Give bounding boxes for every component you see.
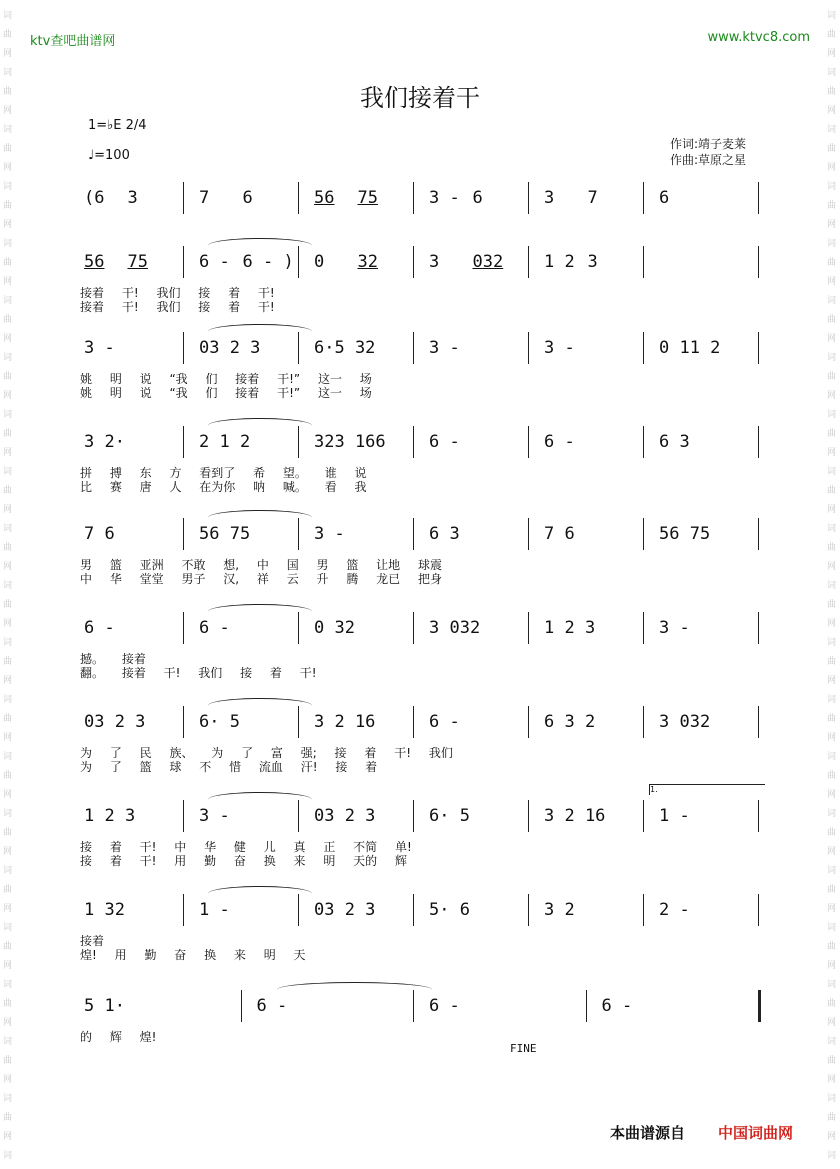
watermark-char: 词 [3,239,13,249]
watermark-char: 曲 [827,600,837,610]
score-system [70,785,770,868]
barline [758,246,759,278]
barline [643,706,644,738]
watermark-char: 词 [827,581,837,591]
watermark-char: 曲 [3,1056,13,1066]
watermark-char: 网 [827,448,837,458]
note-group: (6 [84,188,105,208]
barline [413,426,414,458]
note-group: 3 2 16 [314,712,376,732]
note-group: 3 [429,252,440,272]
note-group: 6·5 32 [314,338,376,358]
watermark-char: 网 [827,106,837,116]
note-group: 032 [472,252,504,272]
score-system [70,332,770,400]
barline [758,182,759,214]
barline [183,426,184,458]
key-signature: 1=♭E 2/4 [88,118,147,133]
footer-source-site[interactable]: 中国词曲网 [718,1124,794,1142]
watermark-char: 网 [3,277,13,287]
watermark-char: 网 [827,904,837,914]
barline [758,612,759,644]
watermark-char: 词 [827,1151,837,1161]
watermark-char: 曲 [3,657,13,667]
note-group: 6 - [429,712,460,732]
watermark-char: 曲 [3,315,13,325]
watermark-char: 词 [3,296,13,306]
barline [183,706,184,738]
tempo-marking: ♩=100 [88,148,130,163]
barline [643,182,644,214]
barline [528,332,529,364]
barline [241,990,242,1022]
lyrics-line-1: 男 篮 亚洲 不敢 想, 中 国 男 篮 让地 球震 [80,558,442,572]
composer: 作曲:草原之星 [670,153,747,167]
watermark-char: 曲 [827,87,837,97]
watermark-char: 曲 [3,87,13,97]
watermark-char: 曲 [827,30,837,40]
lyrics-line-1: 接着 [80,934,105,948]
note-group: 56 [84,252,105,272]
watermark-char: 词 [827,1037,837,1047]
note-group: 7 6 [84,524,115,544]
watermark-char: 词 [3,410,13,420]
note-group: 6 3 [429,524,460,544]
score-system [70,518,770,586]
note-group: 3 - [84,338,115,358]
watermark-char: 词 [3,1151,13,1161]
watermark-char: 词 [827,296,837,306]
lyrics-line-1: 撼。 接着 [80,652,146,666]
watermark-char: 曲 [827,144,837,154]
barline [298,182,299,214]
note-group: 3 [544,188,555,208]
watermark-char: 网 [3,391,13,401]
score-system [70,706,770,774]
note-group: 7 6 [544,524,575,544]
note-group: 56 75 [199,524,251,544]
score-system [70,612,770,680]
note-group: 6 - [601,996,633,1016]
watermark-char: 网 [827,1018,837,1028]
score-system [70,246,770,314]
note-group: 2 1 2 [199,432,251,452]
watermark-char: 词 [827,467,837,477]
note-group: 03 2 3 [314,900,376,920]
slur-arc [208,886,312,901]
barline [758,518,759,550]
watermark-char: 词 [827,353,837,363]
note-group: 32 [357,252,378,272]
barline [643,246,644,278]
note-group: 1 - [199,900,230,920]
watermark-char: 词 [827,980,837,990]
watermark-char: 曲 [3,1113,13,1123]
watermark-char: 曲 [827,885,837,895]
barline [643,894,644,926]
note-group: 75 [127,252,148,272]
watermark-char: 词 [827,11,837,21]
note-group: 0 [314,252,325,272]
lyrics-line-1: 姚 明 说 “我 们 接着 干!” 这一 场 [80,372,372,386]
note-group: 6 [659,188,670,208]
note-group: 2 - [659,900,690,920]
watermark-char: 网 [3,904,13,914]
watermark-char: 词 [827,752,837,762]
watermark-char: 词 [827,695,837,705]
watermark-char: 词 [3,752,13,762]
watermark-char: 曲 [3,486,13,496]
note-group: 1 - [659,806,690,826]
watermark-char: 词 [3,11,13,21]
watermark-char: 词 [3,353,13,363]
watermark-char: 曲 [827,372,837,382]
watermark-char: 词 [827,923,837,933]
watermark-char: 曲 [3,885,13,895]
barline [413,706,414,738]
watermark-char: 网 [827,220,837,230]
watermark-char: 曲 [3,201,13,211]
watermark-char: 网 [3,1075,13,1085]
watermark-char: 词 [3,695,13,705]
watermark-char: 网 [3,1132,13,1142]
watermark-char: 网 [827,505,837,515]
watermark-char: 曲 [827,828,837,838]
barline [183,800,184,832]
barline [586,990,587,1022]
barline [413,518,414,550]
barline [413,332,414,364]
note-group: 3 - [429,338,460,358]
right-watermark-strip [824,0,840,1169]
score-system [70,894,770,962]
lyrics-line-2: 为 了 篮 球 不 惜 流血 汗! 接 着 [80,760,378,774]
barline [758,800,759,832]
barline [528,800,529,832]
barline [758,426,759,458]
barline [643,518,644,550]
watermark-char: 曲 [827,315,837,325]
lyrics-line-1: 接着 干! 我们 接 着 干! [80,286,275,300]
watermark-char: 网 [3,49,13,59]
watermark-char: 曲 [3,144,13,154]
watermark-char: 网 [3,733,13,743]
watermark-char: 词 [827,866,837,876]
watermark-char: 网 [827,847,837,857]
note-group: 7 [199,188,210,208]
header-site-left[interactable]: ktv查吧曲谱网 [30,34,116,49]
watermark-char: 词 [3,809,13,819]
note-group: 3 [587,252,598,272]
watermark-char: 网 [3,334,13,344]
watermark-char: 曲 [827,714,837,724]
note-group: 6 [472,188,483,208]
note-group: 6 - [429,996,460,1016]
note-group: 5· 6 [429,900,470,920]
note-group: 6 - [429,432,460,452]
watermark-char: 网 [827,1132,837,1142]
watermark-char: 曲 [3,258,13,268]
barline [413,894,414,926]
barline [528,182,529,214]
watermark-char: 词 [827,182,837,192]
slur-arc [208,238,312,253]
watermark-char: 词 [3,524,13,534]
watermark-char: 词 [3,923,13,933]
note-group: 3 032 [659,712,711,732]
watermark-char: 词 [3,1037,13,1047]
watermark-char: 网 [827,961,837,971]
note-group: 3 [127,188,138,208]
lyrics-line-1: 为 了 民 族、 为 了 富 强; 接 着 干! 我们 [80,746,453,760]
lyrics-line-1: 的 辉 煌! [80,1030,157,1044]
song-title: 我们接着干 [360,84,480,112]
watermark-char: 网 [827,733,837,743]
watermark-char: 词 [827,524,837,534]
watermark-char: 曲 [3,429,13,439]
note-group: 0 11 2 [659,338,721,358]
barline [413,182,414,214]
barline [758,894,759,926]
watermark-char: 词 [3,866,13,876]
note-group: 6 - [256,996,288,1016]
watermark-char: 曲 [827,1113,837,1123]
volta-bracket: 1. [649,784,765,795]
barline [413,246,414,278]
slur-arc [208,324,312,339]
watermark-char: 网 [827,277,837,287]
watermark-char: 词 [827,1094,837,1104]
note-group: 1 2 [544,252,575,272]
watermark-char: 曲 [827,429,837,439]
barline [413,800,414,832]
watermark-char: 网 [3,562,13,572]
watermark-char: 曲 [3,543,13,553]
watermark-char: 曲 [3,600,13,610]
note-group: 6· 5 [429,806,470,826]
barline [183,612,184,644]
note-group: 6 - [84,618,115,638]
note-group: 6 - [544,432,575,452]
watermark-char: 网 [827,676,837,686]
note-group: 3 - [199,806,230,826]
note-group: 6 - [199,252,230,272]
note-group: 7 [587,188,598,208]
watermark-char: 曲 [3,372,13,382]
barline [183,182,184,214]
note-group: 3 - [314,524,345,544]
watermark-char: 词 [3,581,13,591]
watermark-char: 网 [3,106,13,116]
watermark-char: 曲 [3,714,13,724]
watermark-char: 曲 [3,828,13,838]
slur-arc [208,698,312,713]
slur-arc [208,604,312,619]
note-group: 3 - [429,188,460,208]
note-group: 6 - [199,618,230,638]
watermark-char: 曲 [3,942,13,952]
slur-arc [208,418,312,433]
watermark-char: 词 [827,125,837,135]
footer-source-label: 本曲谱源自 [610,1124,686,1142]
watermark-char: 词 [827,809,837,819]
watermark-char: 网 [3,961,13,971]
watermark-char: 网 [3,505,13,515]
note-group: 75 [357,188,378,208]
watermark-char: 网 [3,619,13,629]
watermark-char: 词 [3,125,13,135]
barline [528,706,529,738]
watermark-char: 词 [3,467,13,477]
score-system [70,182,770,212]
lyrics-line-2: 翻。 接着 干! 我们 接 着 干! [80,666,317,680]
barline [183,894,184,926]
note-group: 1 2 3 [544,618,596,638]
watermark-char: 词 [827,410,837,420]
note-group: 3 - [544,338,575,358]
barline [413,612,414,644]
note-group: 3 - [659,618,690,638]
note-group: 3 2 [544,900,575,920]
lyrics-line-2: 煌! 用 勤 奋 换 来 明 天 [80,948,306,962]
note-group: 1 32 [84,900,125,920]
watermark-char: 网 [827,619,837,629]
watermark-char: 词 [3,68,13,78]
watermark-char: 网 [827,790,837,800]
note-group: 03 2 3 [199,338,261,358]
watermark-char: 曲 [3,30,13,40]
note-group: 6 3 [659,432,690,452]
note-group: 0 32 [314,618,355,638]
note-group: 5 1· [84,996,125,1016]
barline [643,332,644,364]
watermark-char: 曲 [827,1056,837,1066]
note-group: 6 [242,188,253,208]
watermark-char: 曲 [827,771,837,781]
watermark-char: 曲 [827,258,837,268]
watermark-char: 网 [3,676,13,686]
credits [670,136,746,168]
watermark-char: 网 [827,1075,837,1085]
note-group: 3 2· [84,432,125,452]
watermark-char: 词 [3,638,13,648]
watermark-char: 网 [827,163,837,173]
note-group: 56 75 [659,524,711,544]
lyrics-line-2: 姚 明 说 “我 们 接着 干!” 这一 场 [80,386,372,400]
header-site-right[interactable]: www.ktvc8.com [707,30,810,45]
watermark-char: 网 [827,49,837,59]
barline [183,332,184,364]
watermark-char: 词 [827,68,837,78]
note-group: 3 2 16 [544,806,606,826]
watermark-char: 网 [827,391,837,401]
lyrics-line-2: 比 赛 唐 人 在为你 呐 喊。 看 我 [80,480,367,494]
watermark-char: 词 [827,239,837,249]
lyrics-line-2: 接 着 干! 用 勤 奋 换 来 明 天的 辉 [80,854,407,868]
watermark-char: 曲 [3,999,13,1009]
note-group: 3 032 [429,618,481,638]
lyrics-line-2: FINE [510,1042,537,1055]
slur-arc [208,792,312,807]
watermark-char: 网 [3,163,13,173]
barline [528,518,529,550]
note-group: 03 2 3 [314,806,376,826]
watermark-char: 曲 [827,201,837,211]
note-group: 56 [314,188,335,208]
score-system [70,426,770,494]
barline [643,800,644,832]
watermark-char: 网 [3,1018,13,1028]
slur-arc [277,982,432,997]
barline [758,706,759,738]
watermark-char: 网 [827,562,837,572]
watermark-char: 网 [3,448,13,458]
barline [643,426,644,458]
watermark-char: 曲 [827,999,837,1009]
watermark-char: 曲 [827,486,837,496]
watermark-char: 曲 [3,771,13,781]
watermark-char: 曲 [827,657,837,667]
watermark-char: 词 [3,182,13,192]
note-group: 6 3 2 [544,712,596,732]
lyrics-line-2: 接着 干! 我们 接 着 干! [80,300,275,314]
barline [528,246,529,278]
lyrics-line-1: 拼 搏 东 方 看到了 希 望。 谁 说 [80,466,367,480]
score-system [70,990,770,1055]
note-group: 6 - ) [242,252,294,272]
barline [758,990,761,1022]
note-group: 6· 5 [199,712,240,732]
left-watermark-strip [0,0,16,1169]
watermark-char: 词 [827,638,837,648]
watermark-char: 网 [3,847,13,857]
barline [183,518,184,550]
barline [758,332,759,364]
watermark-char: 曲 [827,543,837,553]
barline [528,612,529,644]
watermark-char: 词 [3,1094,13,1104]
barline [528,426,529,458]
lyrics-line-1: 接 着 干! 中 华 健 儿 真 正 不简 单! [80,840,412,854]
barline [183,246,184,278]
barline [643,612,644,644]
barline [528,894,529,926]
lyrics-line-2: 中 华 堂堂 男子 汉, 祥 云 升 腾 龙已 把身 [80,572,442,586]
watermark-char: 词 [3,980,13,990]
watermark-char: 网 [827,334,837,344]
note-group: 03 2 3 [84,712,146,732]
watermark-char: 网 [3,790,13,800]
watermark-char: 曲 [827,942,837,952]
lyricist: 作词:靖子麦莱 [670,137,747,151]
note-group: 323 166 [314,432,386,452]
watermark-char: 网 [3,220,13,230]
note-group: 1 2 3 [84,806,136,826]
slur-arc [208,510,312,525]
